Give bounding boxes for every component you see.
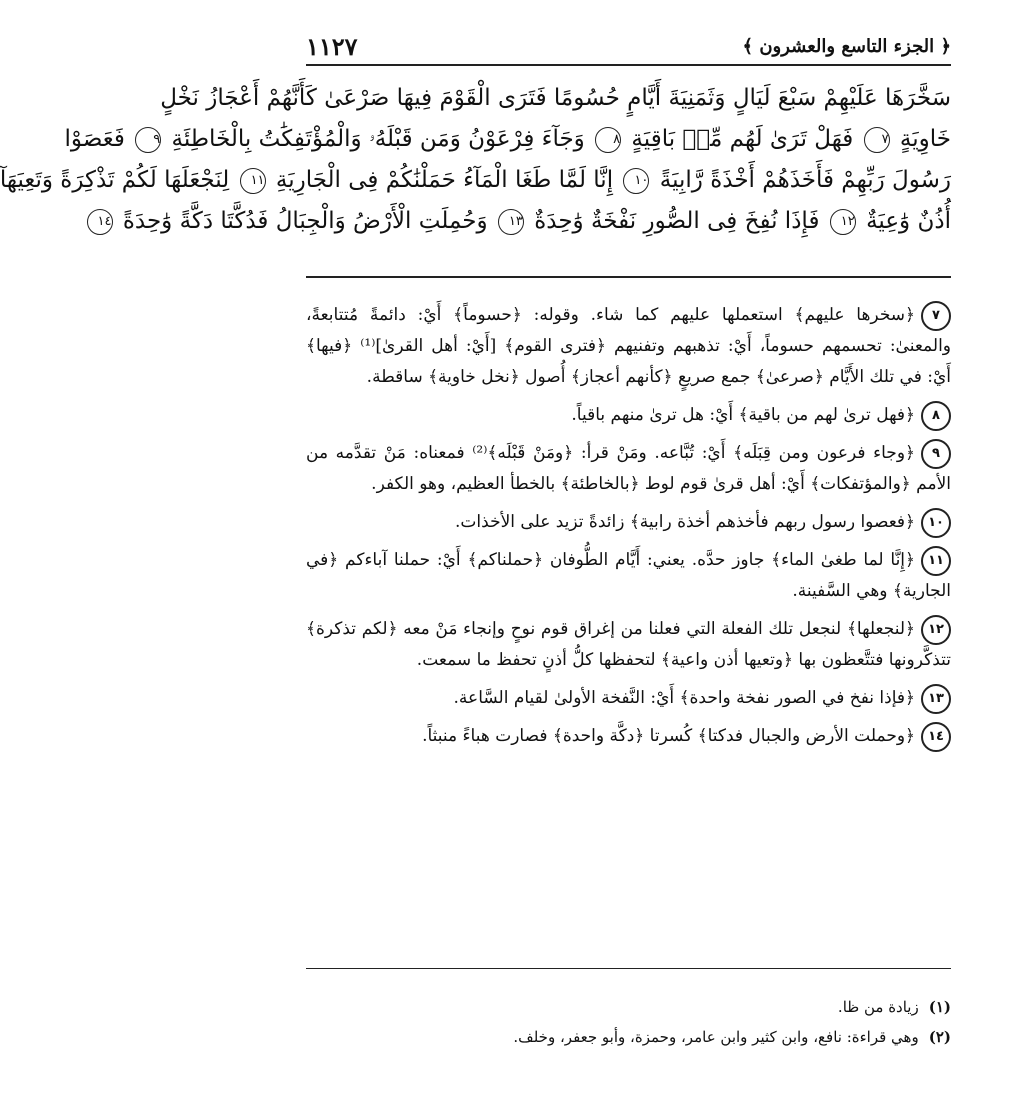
commentary-block [306,300,951,759]
commentary-text: ﴿وحملت الأرض والجبال فدكتا﴾ كُسرتا ﴿دكَّة واحدة﴾ فصارت هباءً منبثاً. [422,726,915,746]
footnote-text: زيادة من ظا. [837,998,919,1016]
verse-text: سَخَّرَهَا عَلَيْهِمْ سَبْعَ لَيَالٍ وَثَمَنِيَةَ أَيَّامٍ حُسُومًا فَتَرَى الْقَوْمَ فِيهَا صَرْعَىٰ كَأَنَّهُمْ أَعْجَازُ نَخْلٍ [160,85,951,111]
verse-text: فَعَصَوْا [64,126,125,152]
verse-number-badge: ٩ [921,439,951,469]
commentary-entry [306,683,951,714]
verse-text: وَجَآءَ فِرْعَوْنُ وَمَن قَبْلَهُۥ وَالْمُؤْتَفِكَٰتُ بِالْخَاطِئَةِ [171,126,585,152]
commentary-entry [306,545,951,607]
verse-number-marker: ١١ [240,168,266,194]
commentary-entry [306,721,951,752]
verse-text: رَسُولَ رَبِّهِمْ فَأَخَذَهُمْ أَخْذَةً رَّابِيَةً [659,167,951,193]
verse-text: خَاوِيَةٍ [899,126,951,152]
verse-number-marker: ١٠ [623,168,649,194]
verse-number-badge: ٧ [921,301,951,331]
verse-number-marker: ١٤ [87,209,113,235]
footnote [306,1022,951,1052]
verse-number-marker: ١٢ [830,209,856,235]
footnote-divider [306,968,951,969]
commentary-entry [306,438,951,500]
commentary-text: ﴿لنجعلها﴾ لنجعل تلك الفعلة التي فعلنا من إغراق قوم نوحٍ وإنجاء مَنْ معه ﴿لكم تذكرة﴾ تتذكَّرونها فتتَّعظون بها ﴿وتعيها أذن واعية﴾ لتحفظها كلُّ أذنٍ تحفظ ما سمعت. [306,619,951,670]
verse-text: وَحُمِلَتِ الْأَرْضُ وَالْجِبَالُ فَدُكَّتَا دَكَّةً وَٰحِدَةً [122,208,488,234]
running-title: ﴿ الجزء التاسع والعشرون ﴾ [742,35,951,57]
commentary-entry [306,507,951,538]
verse-number-badge: ١١ [921,546,951,576]
verse-number-badge: ١٠ [921,508,951,538]
commentary-entry [306,400,951,431]
commentary-text: ﴿سخرها عليهم﴾ استعملها عليهم كما شاء. وقوله: ﴿حسوماً﴾ أَيْ: دائمةً مُتتابعةً، والمعنىٰ: تحسمهم حسوماً، أَيْ: تذهبهم وتفنيهم ﴿فترى القوم﴾ [أَيْ: أهل القرىٰ]⁽¹⁾ ﴿فيها﴾ أَيْ: في تلك الأَيَّام ﴿صرعىٰ﴾ جمع صريعٍ ﴿كأنهم أعجاز﴾ أُصول ﴿نخل خاوية﴾ ساقطة. [306,305,951,387]
verse-number-marker: ٨ [595,127,621,153]
verse-number-marker: ٧ [864,127,890,153]
verse-number-badge: ١٤ [921,722,951,752]
footnote-number: (١) [928,998,951,1016]
verse-text: إِنَّا لَمَّا طَغَا الْمَآءُ حَمَلْنَٰكُمْ فِى الْجَارِيَةِ [275,167,614,193]
commentary-text: ﴿فعصوا رسول ربهم فأخذهم أخذة رابية﴾ زائدةً تزيد على الأخذات. [455,512,915,532]
commentary-text: ﴿وجاء فرعون ومن قِبَلَه﴾ أَيْ: تُبَّاعه. ومَنْ قرأ: ﴿ومَنْ قَبْلَه﴾⁽²⁾ فمعناه: مَنْ تقدَّمه من الأمم ﴿والمؤتفكات﴾ أَيْ: أهل قرىٰ قوم لوط ﴿بالخاطئة﴾ بالخطأ العظيم، وهو الكفر. [306,443,951,494]
commentary-entry [306,300,951,393]
footnote [306,992,951,1022]
commentary-text: ﴿إِنَّا لما طغىٰ الماء﴾ جاوز حدَّه. يعني: أَيَّام الطُّوفان ﴿حملناكم﴾ أَيْ: حملنا آباءكم ﴿في الجارية﴾ وهي السَّفينة. [306,550,951,601]
verse-text: فَإِذَا نُفِخَ فِى الصُّورِ نَفْخَةٌ وَٰحِدَةٌ [534,208,820,234]
page-header [306,28,951,66]
verse-text: لِنَجْعَلَهَا لَكُمْ تَذْكِرَةً وَتَعِيَهَآ [0,167,230,193]
footnote-text: وهي قراءة: نافع، وابن كثير وابن عامر، وحمزة، وأبو جعفر، وخلف. [513,1028,919,1046]
footnote-number: (٢) [928,1028,951,1046]
section-divider [306,276,951,278]
commentary-entry [306,614,951,676]
verse-line [97,201,951,242]
verse-number-badge: ١٣ [921,684,951,714]
commentary-text: ﴿فهل ترىٰ لهم من باقية﴾ أَيْ: هل ترىٰ منهم باقياً. [571,405,915,425]
page-number: ١١٢٧ [306,31,358,61]
verse-number-badge: ٨ [921,401,951,431]
verse-text: أُذُنٌ وَٰعِيَةٌ [866,208,951,234]
verse-number-marker: ١٣ [498,209,524,235]
commentary-text: ﴿فإذا نفخ في الصور نفخة واحدة﴾ أَيْ: النَّفخة الأولىٰ لقيام السَّاعة. [453,688,915,708]
verse-number-badge: ١٢ [921,615,951,645]
verse-line [0,160,951,201]
verse-text: فَهَلْ تَرَىٰ لَهُم مِّنۢ بَاقِيَةٍ [631,126,854,152]
verse-line [64,119,951,160]
verse-number-marker: ٩ [135,127,161,153]
quran-verses-block [0,78,951,242]
footnotes-block [306,992,951,1052]
verse-line [160,78,951,119]
